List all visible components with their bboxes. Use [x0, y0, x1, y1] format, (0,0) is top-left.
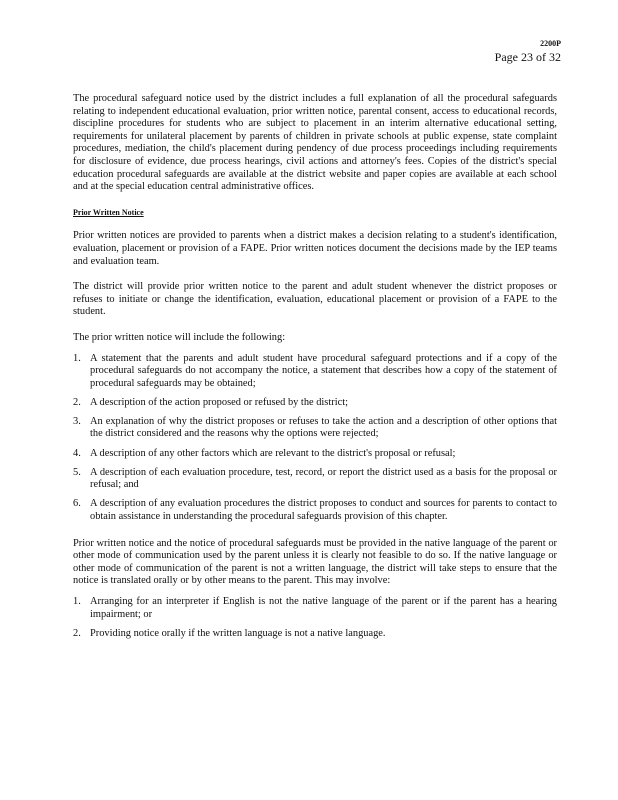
list-item	[73, 596, 557, 621]
section-heading: Prior Written Notice	[73, 207, 144, 217]
list-number: 4.	[73, 447, 81, 459]
list-number: 1.	[73, 352, 81, 364]
list-text: Providing notice orally if the written language is not a native language.	[90, 627, 386, 639]
list-text: Arranging for an interpreter if English is not the native language of the parent or if the parent has a hearing impairment; or	[90, 595, 557, 620]
paragraph: Prior written notices are provided to parents when a district makes a decision relating to a student's identification, evaluation, placement or provision of a FAPE. Prior written notices document the decisions made by the IEP teams and evaluation team.	[73, 230, 557, 267]
list-number: 2.	[73, 627, 81, 639]
list-item	[73, 353, 557, 391]
page-number: Page 23 of 32	[494, 50, 561, 64]
paragraph: The prior written notice will include the following:	[73, 331, 286, 343]
list-number: 1.	[73, 595, 81, 607]
language-paragraph: Prior written notice and the notice of procedural safeguards must be provided in the native language of the parent or other mode of communication used by the parent unless it is clearly not feasible to do so. If the native language or other mode of communication of the parent is not a written language, the district will take steps to ensure that the notice is translated orally or by other means to the parent. This may involve:	[73, 537, 557, 587]
list-text: An explanation of why the district proposes or refuses to take the action and a description of other options that the district considered and the reasons why the options were rejected;	[90, 415, 557, 440]
translation-options-list	[73, 596, 557, 640]
list-number: 2.	[73, 396, 81, 408]
list-item	[73, 448, 557, 461]
list-text: A statement that the parents and adult student have procedural safeguard protections and if a copy of the procedural safeguards do not accompany the notice, a statement that describes how a copy of the statement of procedural safeguards may be obtained;	[90, 352, 557, 389]
paragraph: The district will provide prior written notice to the parent and adult student whenever the district proposes or refuses to initiate or change the identification, evaluation, educational placement or provision of a FAPE to the student.	[73, 281, 557, 318]
list-item	[73, 467, 557, 492]
document-body	[73, 93, 557, 654]
list-text: A description of each evaluation procedure, test, record, or report the district used as a basis for the proposal or refusal; and	[90, 466, 557, 491]
list-item	[73, 628, 557, 641]
policy-code: 2200P	[540, 39, 561, 48]
list-item	[73, 498, 557, 523]
list-number: 5.	[73, 466, 81, 478]
list-number: 6.	[73, 498, 81, 510]
list-text: A description of the action proposed or refused by the district;	[90, 396, 348, 408]
list-number: 3.	[73, 415, 81, 427]
intro-paragraph: The procedural safeguard notice used by the district includes a full explanation of all the procedural safeguards relating to independent educational evaluation, prior written notice, parental consent, access to educational records, discipline procedures for students who are subject to placement in an interim alternative educational setting, requirements for unilateral placement by parents of children in private schools at public expense, state complaint procedures, mediation, the child's placement during pendency of due process proceedings including requirements for disclosure of evidence, due process hearings, civil actions and attorney's fees. Copies of the district's special education procedural safeguards are available at the district website and paper copies are available at each school and at the special education central administrative offices.	[73, 93, 557, 193]
list-text: A description of any other factors which are relevant to the district's proposal or refusal;	[90, 447, 456, 459]
list-item	[73, 416, 557, 441]
list-item	[73, 397, 557, 410]
list-text: A description of any evaluation procedures the district proposes to conduct and sources for parents to contact to obtain assistance in understanding the procedural safeguards provision of this chapter.	[90, 498, 557, 522]
notice-contents-list	[73, 353, 557, 524]
